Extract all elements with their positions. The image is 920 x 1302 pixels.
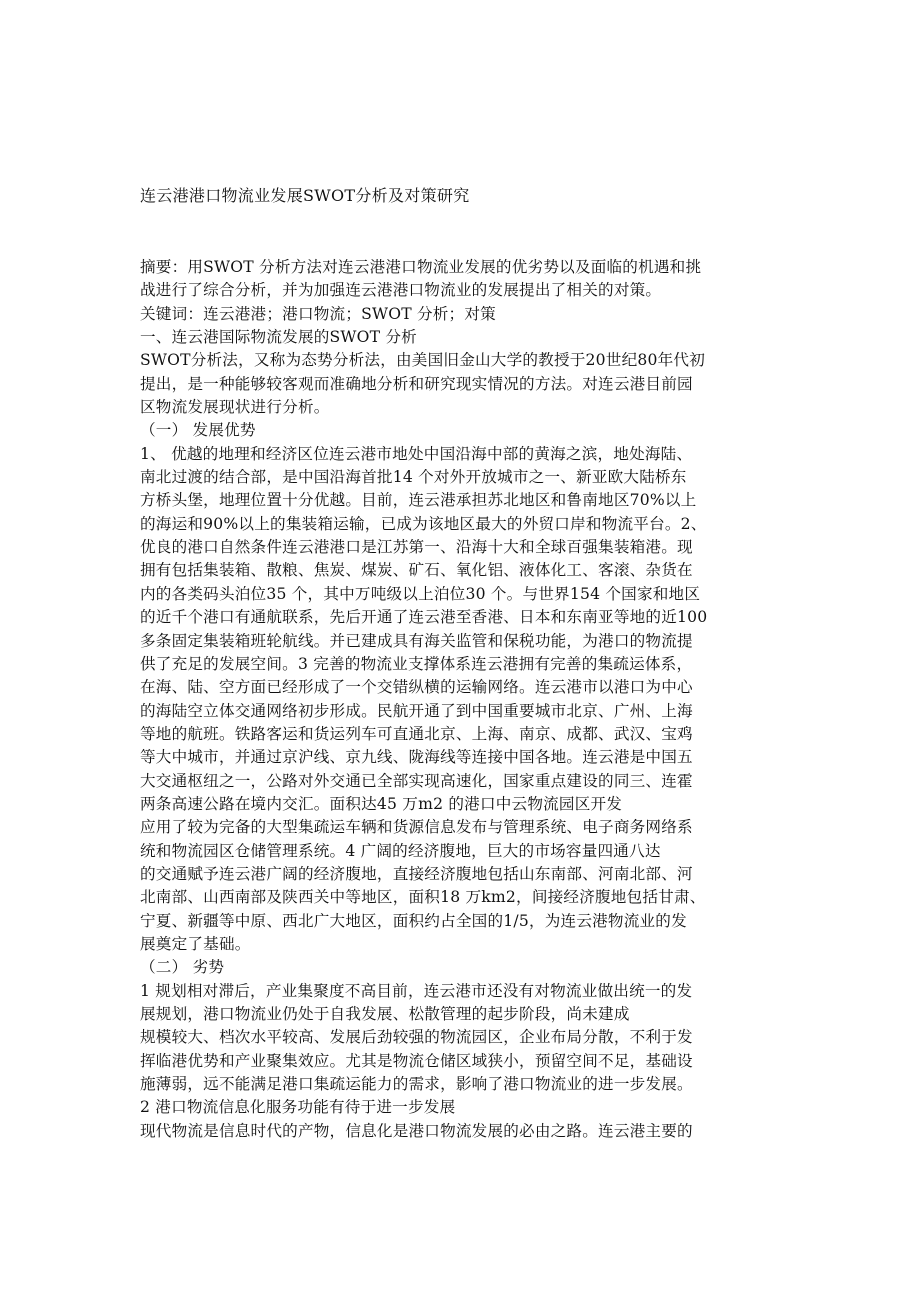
text-line: 战进行了综合分析，并为加强连云港港口物流业的发展提出了相关的对策。 (140, 281, 662, 300)
text-line: 宁夏、新疆等中原、西北广大地区，面积约占全国的1/5，为连云港物流业的发 (140, 911, 687, 930)
text-line: 提出，是一种能够较客观而准确地分析和研究现实情况的方法。对连云港目前园 (140, 374, 693, 393)
text-line: 区物流发展现状进行分析。 (140, 398, 330, 417)
text-line: 2 港口物流信息化服务功能有待于进一步发展 (140, 1098, 456, 1117)
text-line: （一） 发展优势 (140, 421, 256, 440)
text-line: 内的各类码头泊位35 个，其中万吨级以上泊位30 个。与世界154 个国家和地区 (140, 584, 701, 603)
text-line: 南北过渡的结合部，是中国沿海首批14 个对外开放城市之一、新亚欧大陆桥东 (140, 468, 687, 487)
text-line: 等大中城市，并通过京沪线、京九线、陇海线等连接中国各地。连云港是中国五 (140, 748, 693, 767)
text-line: 的海陆空立体交通网络初步形成。民航开通了到中国重要城市北京、广州、上海 (140, 701, 693, 720)
text-line: 的海运和90%以上的集装箱运输，已成为该地区最大的外贸口岸和物流平台。2、 (140, 514, 707, 533)
text-line: 摘要：用SWOT 分析方法对连云港港口物流业发展的优劣势以及面临的机遇和挑 (140, 258, 702, 276)
text-line: 等地的航班。铁路客运和货运列车可直通北京、上海、南京、成都、武汉、宝鸡 (140, 724, 693, 743)
text-line: SWOT分析法，又称为态势分析法，由美国旧金山大学的教授于20世纪80年代初 (140, 351, 705, 370)
text-line: 关键词：连云港港；港口物流；SWOT 分析；对策 (140, 304, 496, 323)
document-body (140, 256, 780, 1143)
text-line: 的近千个港口有通航联系，先后开通了连云港至香港、日本和东南亚等地的近100 (140, 608, 708, 627)
text-line: （二） 劣势 (140, 958, 225, 977)
text-line: 方桥头堡，地理位置十分优越。目前，连云港承担苏北地区和鲁南地区70%以上 (140, 491, 697, 510)
text-line: 统和物流园区仓储管理系统。4 广阔的经济腹地，巨大的市场容量四通八达 (140, 841, 661, 860)
text-line: 在海、陆、空方面已经形成了一个交错纵横的运输网络。连云港市以港口为中心 (140, 678, 693, 697)
text-line: 展奠定了基础。 (140, 934, 251, 953)
text-line: 现代物流是信息时代的产物，信息化是港口物流发展的必由之路。连云港主要的 (140, 1121, 693, 1140)
text-line: 展规划，港口物流业仍处于自我发展、松散管理的起步阶段，尚未建成 (140, 1005, 630, 1023)
text-line: 应用了较为完备的大型集疏运车辆和货源信息发布与管理系统、电子商务网络系 (140, 818, 693, 837)
text-line: 一、连云港国际物流发展的SWOT 分析 (140, 328, 417, 347)
text-line: 多条固定集装箱班轮航线。并已建成具有海关监管和保税功能，为港口的物流提 (140, 631, 693, 650)
text-line: 北南部、山西南部及陕西关中等地区，面积18 万km2，间接经济腹地包括甘肃、 (140, 888, 706, 907)
text-line: 拥有包括集装箱、散粮、焦炭、煤炭、矿石、氧化铝、液体化工、客滚、杂货在 (140, 561, 693, 580)
text-line: 优良的港口自然条件连云港港口是江苏第一、沿海十大和全球百强集装箱港。现 (140, 538, 693, 557)
text-line: 规模较大、档次水平较高、发展后劲较强的物流园区，企业布局分散，不利于发 (140, 1028, 693, 1047)
text-line: 供了充足的发展空间。3 完善的物流业支撑体系连云港拥有完善的集疏运体系， (140, 654, 693, 673)
text-line: 1、 优越的地理和经济区位连云港市地处中国沿海中部的黄海之滨，地处海陆、 (140, 444, 693, 463)
document-title: 连云港港口物流业发展SWOT分析及对策研究 (140, 186, 470, 205)
text-line: 的交通赋予连云港广阔的经济腹地，直接经济腹地包括山东南部、河南北部、河 (140, 864, 693, 883)
text-line: 大交通枢纽之一，公路对外交通已全部实现高速化，国家重点建设的同三、连霍 (140, 771, 693, 790)
text-line: 施薄弱，远不能满足港口集疏运能力的需求，影响了港口物流业的进一步发展。 (140, 1075, 693, 1094)
text-line: 两条高速公路在境内交汇。面积达45 万m2 的港口中云物流园区开发 (140, 794, 623, 813)
text-line: 挥临港优势和产业聚集效应。尤其是物流仓储区域狭小，预留空间不足，基础设 (140, 1051, 693, 1070)
text-line: 1 规划相对滞后，产业集聚度不高目前，连云港市还没有对物流业做出统一的发 (140, 981, 693, 1000)
